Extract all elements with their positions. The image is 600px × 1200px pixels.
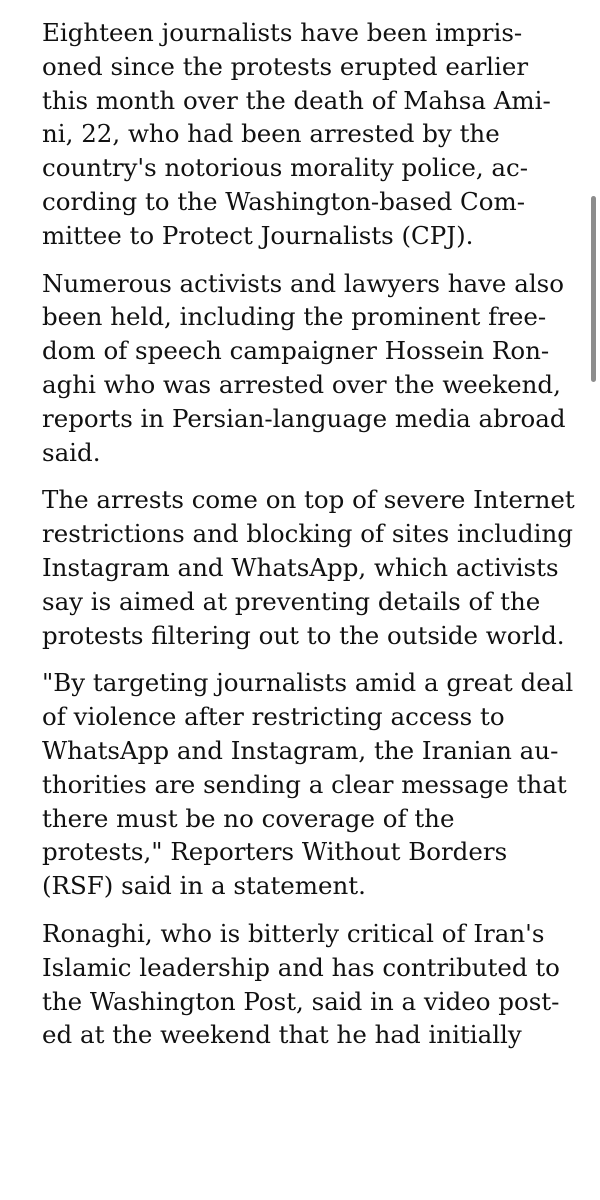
article-line: mittee to Protect Journalists (CPJ).: [42, 220, 474, 250]
article-body: [42, 16, 575, 1066]
article-line: Eighteen journalists have been impris-: [42, 18, 523, 47]
article-paragraph-rsf: [42, 666, 574, 903]
article-line: said.: [42, 437, 101, 467]
article-line: there must be no coverage of the: [42, 803, 455, 833]
article-line: cording to the Washington-based Com-: [42, 186, 526, 216]
article-line: country's notorious morality police, ac-: [42, 153, 529, 183]
article-line: oned since the protests erupted earlier: [42, 51, 529, 81]
article-line: Numerous activists and lawyers have also: [42, 268, 564, 298]
article-line: dom of speech campaigner Hossein Ron-: [42, 336, 550, 366]
vertical-scrollbar[interactable]: [591, 196, 596, 382]
article-line: this month over the death of Mahsa Ami-: [42, 85, 551, 115]
article-line: Islamic leadership and has contributed to: [42, 952, 560, 982]
article-line: reports in Persian-language media abroad: [42, 403, 566, 433]
article-line: restrictions and blocking of sites including: [42, 519, 573, 549]
article-line: (RSF) said in a statement.: [42, 871, 366, 901]
article-paragraph-cpj: [42, 16, 562, 253]
article-paragraph-ronaghi: [42, 917, 562, 1052]
article-line: Ronaghi, who is bitterly critical of Iran's: [42, 918, 545, 948]
article-line: protests filtering out to the outside world.: [42, 620, 565, 650]
article-line: been held, including the prominent free-: [42, 302, 547, 332]
article-line: aghi who was arrested over the weekend,: [42, 369, 561, 399]
article-line: "By targeting journalists amid a great deal: [42, 668, 574, 698]
article-line: of violence after restricting access to: [42, 702, 505, 732]
article-line: thorities are sending a clear message that: [42, 769, 567, 799]
article-line: say is aimed at preventing details of the: [42, 586, 541, 616]
article-line: the Washington Post, said in a video post-: [42, 986, 560, 1016]
article-line: protests," Reporters Without Borders: [42, 837, 508, 867]
article-line: WhatsApp and Instagram, the Iranian au-: [42, 735, 559, 765]
article-line: ed at the weekend that he had initially: [42, 1020, 522, 1050]
article-paragraph-internet: [42, 483, 575, 652]
article-line: The arrests come on top of severe Internet: [42, 485, 575, 515]
article-line: ni, 22, who had been arrested by the: [42, 119, 500, 149]
article-line: Instagram and WhatsApp, which activists: [42, 552, 559, 582]
article-paragraph-activists: [42, 267, 566, 470]
